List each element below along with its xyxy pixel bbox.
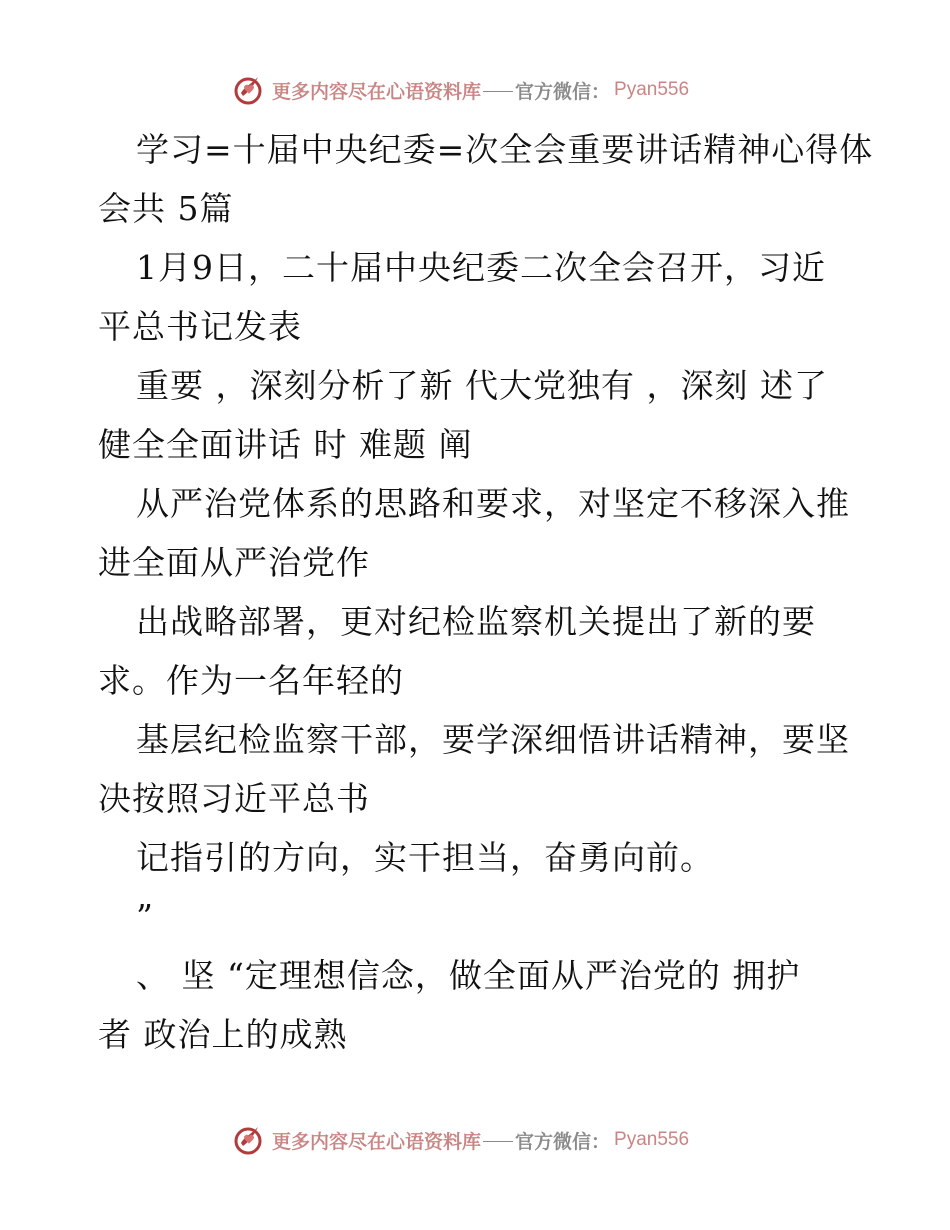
text-line: 健全全面讲话 时 难题 阐 [98, 425, 473, 464]
quill-heart-logo-icon [232, 1123, 266, 1157]
quill-heart-logo-icon [232, 73, 266, 107]
text-line: 重要 ，深刻分析了新 代大党独有 ，深刻 述了 [136, 366, 828, 405]
text-line: 进全面从严治党作 [98, 543, 370, 582]
text-line: 1月9日，二十届中央纪委二次全会召开，习近 [136, 248, 826, 287]
watermark-dash [483, 1141, 513, 1142]
wechat-id: Pyan556 [614, 79, 690, 100]
wechat-id: Pyan556 [614, 1129, 690, 1150]
logo-graphic [232, 1123, 266, 1157]
header-watermark [232, 70, 689, 110]
watermark-text: 更多内容尽在心语资料库 [272, 1130, 482, 1153]
text-line: 、 坚 “定理想信念，做全面从严治党的 拥护 [136, 956, 801, 995]
watermark-dash [483, 91, 513, 92]
text-line: 学习=十届中央纪委=次全会重要讲话精神心得体 [136, 130, 874, 169]
text-line: 从严治党体系的思路和要求，对坚定不移深入推 [136, 484, 850, 523]
document-body [98, 120, 874, 1064]
text-line: ” [136, 897, 154, 936]
wechat-label: 官方微信： [515, 80, 611, 103]
text-line: 者 政治上的成熟 [98, 1015, 348, 1054]
watermark-text: 更多内容尽在心语资料库 [272, 80, 482, 103]
text-line: 记指引的方向，实干担当，奋勇向前。 [136, 838, 714, 877]
text-line: 基层纪检监察干部，要学深细悟讲话精神，要坚 [136, 720, 850, 759]
text-line: 出战略部署，更对纪检监察机关提出了新的要 [136, 602, 816, 641]
text-line: 求。作为一名年轻的 [98, 661, 404, 700]
footer-watermark [232, 1120, 689, 1160]
text-line: 决按照习近平总书 [98, 779, 370, 818]
text-line: 会共 5篇 [98, 189, 234, 228]
logo-graphic [232, 73, 266, 107]
wechat-label: 官方微信： [515, 1130, 611, 1153]
text-line: 平总书记发表 [98, 307, 302, 346]
